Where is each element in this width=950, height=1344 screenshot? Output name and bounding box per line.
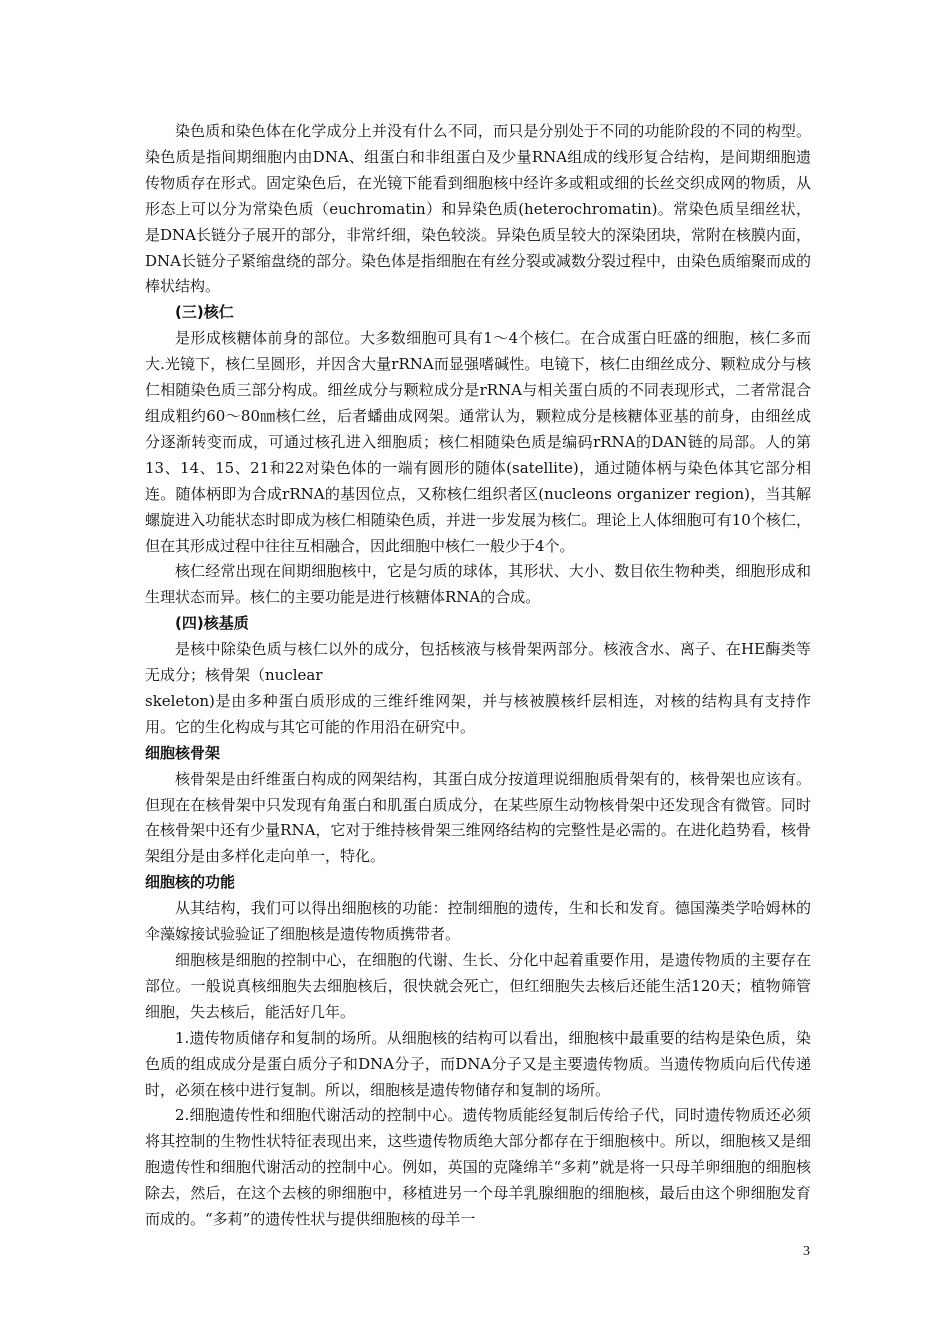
subheading-nucleolus: (三)核仁 [175,303,234,322]
paragraph-nucleolus-function: 核仁经常出现在间期细胞核中，它是匀质的球体，其形状、大小、数目依生物种类，细胞形成和生理状态而异。核仁的主要功能是进行核糖体RNA的合成。 [145,562,811,607]
paragraph-nuclear-matrix: 是核中除染色质与核仁以外的成分，包括核液与核骨架两部分。核液含水、离子、在HE酶类等无成分；核骨架（nuclear [145,640,811,685]
paragraph-function-1: 1.遗传物质储存和复制的场所。从细胞核的结构可以看出，细胞核中最重要的结构是染色质，染色质的组成成分是蛋白质分子和DNA分子，而DNA分子又是主要遗传物质。当遗传物质向后代传递时，必须在核中进行复制。所以，细胞核是遗传物储存和复制的场所。 [145,1028,811,1099]
paragraph-control-center: 细胞核是细胞的控制中心，在细胞的代谢、生长、分化中起着重要作用，是遗传物质的主要存在部位。一般说真核细胞失去细胞核后，很快就会死亡，但红细胞失去核后还能生活120天；植物筛管细胞，失去核后，能活好几年。 [145,951,811,1021]
paragraph-skeleton-composition: 核骨架是由纤维蛋白构成的网架结构，其蛋白成分按道理说细胞质骨架有的，核骨架也应该有。但现在在核骨架中只发现有角蛋白和肌蛋白质成分，在某些原生动物核骨架中还发现含有微管。同时在核骨架中还有少量RNA，它对于维持核骨架三维网络结构的完整性是必需的。在进化趋势看，核骨架组分是由多样化走向单一，特化。 [145,769,811,866]
paragraph-nuclear-skeleton: skeleton)是由多种蛋白质形成的三维纤维网架，并与核被膜核纤层相连，对核的结构具有支持作用。它的生化构成与其它可能的作用沿在研究中。 [145,691,811,736]
paragraph-nucleolus-structure: 是形成核糖体前身的部位。大多数细胞可具有1～4个核仁。在合成蛋白旺盛的细胞，核仁多而大.光镜下，核仁呈圆形，并因含大量rRNA而显强嗜碱性。电镜下，核仁由细丝成分、颗粒成分与核仁相随染色质三部分构成。细丝成分与颗粒成分是rRNA与相关蛋白质的不同表现形式，二者常混合组成粗约60～80㎚核仁丝，后者蟠曲成网架。通常认为，颗粒成分是核糖体亚基的前身，由细丝成分逐渐转变而成，可通过核孔进入细胞质；核仁相随染色质是编码rRNA的DAN链的局部。人的第13、14、15、21和22对染色体的一端有圆形的随体(satellite)，通过随体柄与染色体其它部分相连。随体柄即为合成rRNA的基因位点，又称核仁组织者区(nucleons organizer region)，当其解螺旋进入功能状态时即成为核仁相随染色质，并进一步发展为核仁。理论上人体细胞可有10个核仁，但在其形成过程中往往互相融合，因此细胞中核仁一般少于4个。 [145,329,811,555]
paragraph-function-2: 2.细胞遗传性和细胞代谢活动的控制中心。遗传物质能经复制后传给子代，同时遗传物质还必须将其控制的生物性状特征表现出来，这些遗传物质绝大部分都存在于细胞核中。所以，细胞核又是细胞遗传性和细胞代谢活动的控制中心。例如，英国的克隆绵羊“多莉”就是将一只母羊卵细胞的细胞核除去，然后，在这个去核的卵细胞中，移植进另一个母羊乳腺细胞的细胞核，最后由这个卵细胞发育而成的。“多莉”的遗传性状与提供细胞核的母羊一 [145,1106,811,1229]
paragraph-chromatin: 染色质和染色体在化学成分上并没有什么不同，而只是分别处于不同的功能阶段的不同的构型。染色质是指间期细胞内由DNA、组蛋白和非组蛋白及少量RNA组成的线形复合结构，是间期细胞遗传物质存在形式。固定染色后，在光镜下能看到细胞核中经许多或粗或细的长丝交织成网的物质，从形态上可以分为常染色质（euchromatin）和异染色质(heterochromatin)。常染色质呈细丝状，是DNA长链分子展开的部分，非常纤细，染色较淡。异染色质呈较大的深染团块，常附在核膜内面，DNA长链分子紧缩盘绕的部分。染色体是指细胞在有丝分裂或减数分裂过程中，由染色质缩聚而成的棒状结构。 [145,122,811,296]
page-number: 3 [803,1244,810,1259]
page-body [145,119,811,1233]
heading-nuclear-skeleton: 细胞核骨架 [145,743,221,762]
paragraph-function-intro: 从其结构，我们可以得出细胞核的功能：控制细胞的遗传，生和长和发育。德国藻类学哈姆林的伞藻嫁接试验验证了细胞核是遗传物质携带者。 [145,899,811,944]
heading-nucleus-function: 细胞核的功能 [145,873,236,892]
subheading-nuclear-matrix: (四)核基质 [175,614,249,633]
